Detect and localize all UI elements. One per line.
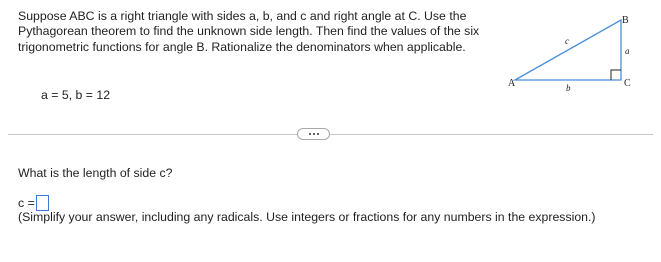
show-more-button[interactable] xyxy=(297,128,330,140)
side-label-a: a xyxy=(625,46,630,56)
side-label-c: c xyxy=(565,36,569,46)
ellipsis-icon xyxy=(317,133,319,135)
answer-input[interactable] xyxy=(36,195,49,211)
ellipsis-icon xyxy=(313,133,315,135)
given-values: a = 5, b = 12 xyxy=(41,88,111,102)
ellipsis-icon xyxy=(309,133,311,135)
right-triangle-figure xyxy=(500,4,640,94)
vertex-label-b: B xyxy=(622,15,629,26)
triangle-shape xyxy=(515,20,621,80)
side-label-b: b xyxy=(566,83,571,93)
question-text: What is the length of side c? xyxy=(18,166,173,180)
section-divider xyxy=(8,134,653,135)
right-angle-marker xyxy=(611,70,621,80)
vertex-label-a: A xyxy=(508,78,516,89)
answer-label: c = xyxy=(18,196,35,210)
vertex-label-c: C xyxy=(624,78,631,89)
problem-statement: Suppose ABC is a right triangle with sides a, b, and c and right angle at C. Use the Pythagorean theorem to find the unknown side length. Then find the values of the six trigonometric functions for angle B. Rationalize the denominators when applicable. xyxy=(18,9,480,54)
answer-instructions: (Simplify your answer, including any radicals. Use integers or fractions for any numbers in the expression.) xyxy=(18,210,596,224)
